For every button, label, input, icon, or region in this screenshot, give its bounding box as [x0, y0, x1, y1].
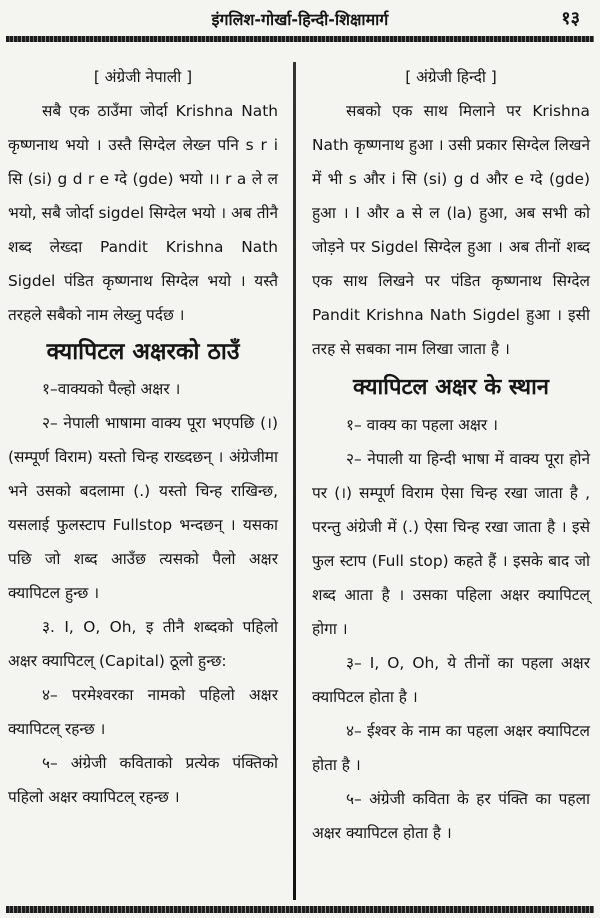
- hindi-column: [312, 60, 590, 850]
- rule-item-3: ३– I, O, Oh, ये तीनों का पहला अक्षर क्यापिटल होता है ।: [312, 654, 590, 706]
- rule-item-2: २– नेपाली या हिन्दी भाषा में वाक्य पूरा होने पर (।) सम्पूर्ण विराम ऐसा चिन्ह रखा जाता है , परन्तु अंग्रेजी में (.) ऐसा चिन्ह रखा जाता है । इसे फुल स्टाप (Full stop) कहते हैं । इसके बाद जो शब्द आता है । उसका पहिला अक्षर क्यापिटल् होगा ।: [312, 450, 590, 638]
- rule-item-3: ३. I, O, Oh, इ तीनै शब्दको पहिलो अक्षर क्यापिटल् (Capital) ठूलो हुन्छ:: [8, 618, 278, 670]
- nepali-column: [8, 60, 278, 814]
- section-heading: क्यापिटल अक्षरको ठाउँ: [46, 339, 240, 365]
- language-label: [ अंग्रेजी हिन्दी ]: [405, 68, 497, 86]
- rule-item-5: ५– अंग्रेजी कविता के हर पंक्ति का पहला अक्षर क्यापिटल होता है ।: [312, 790, 590, 842]
- top-rule: [6, 36, 594, 42]
- rule-item-4: ४– परमेश्वरका नामको पहिलो अक्षर क्यापिटल् रहन्छ ।: [8, 686, 278, 738]
- section-heading: क्यापिटल अक्षर के स्थान: [353, 375, 549, 400]
- page-header: [0, 0, 600, 40]
- rule-item-4: ४– ईश्वर के नाम का पहला अक्षर क्यापिटल होता है ।: [312, 722, 590, 774]
- rule-item-1: १– वाक्य का पहला अक्षर ।: [346, 416, 498, 434]
- page-number: १३: [561, 8, 580, 29]
- intro-paragraph: सबै एक ठाउँमा जोर्दा Krishna Nath कृष्णनाथ भयो । उस्तै सिग्देल लेख्न पनि s r i सि (si) g d r e ग्दे (gde) भयो ।। r a ले ल भयो, सबै जोर्दा sigdel सिग्देल भयो । अब तीनै शब्द लेख्दा Pandit Krishna Nath Sigdel पंडित कृष्णनाथ सिग्देल भयो । यस्तै तरहले सबैको नाम लेख्नु पर्दछ ।: [8, 102, 278, 324]
- rule-item-2: २– नेपाली भाषामा वाक्य पूरा भएपछि (।) (सम्पूर्ण विराम) यस्तो चिन्ह राख्दछन् । अंग्रेजीमा भने उसको बदलामा (.) यस्तो चिन्ह राखिन्छ, यसलाई फुलस्टाप Fullstop भन्दछन् । यसका पछि जो शब्द आउँछ त्यसको पैलो अक्षर क्यापिटल हुन्छ ।: [8, 414, 278, 602]
- rule-item-1: १–वाक्यको पैल्हो अक्षर ।: [42, 380, 181, 398]
- bottom-rule: [6, 906, 594, 913]
- rule-item-5: ५– अंग्रेजी कविताको प्रत्येक पंक्तिको पहिलो अक्षर क्यापिटल् रहन्छ ।: [8, 754, 278, 806]
- language-label: [ अंग्रेजी नेपाली ]: [93, 68, 193, 86]
- intro-paragraph: सबको एक साथ मिलाने पर Krishna Nath कृष्णनाथ हुआ । उसी प्रकार सिग्देल लिखने में भी s और i सि (si) g d और e ग्दे (gde) हुआ । I और a से ल (la) हुआ, अब सभी को जोड़ने पर Sigdel सिग्देल हुआ । अब तीनों शब्द एक साथ लिखने पर पंडित कृष्णनाथ सिग्देल Pandit Krishna Nath Sigdel हुआ । इसी तरह से सबका नाम लिखा जाता है ।: [312, 102, 590, 358]
- column-divider: [293, 62, 296, 900]
- running-title: इंगलिश-गोर्खा-हिन्दी-शिक्षामार्ग: [211, 10, 389, 29]
